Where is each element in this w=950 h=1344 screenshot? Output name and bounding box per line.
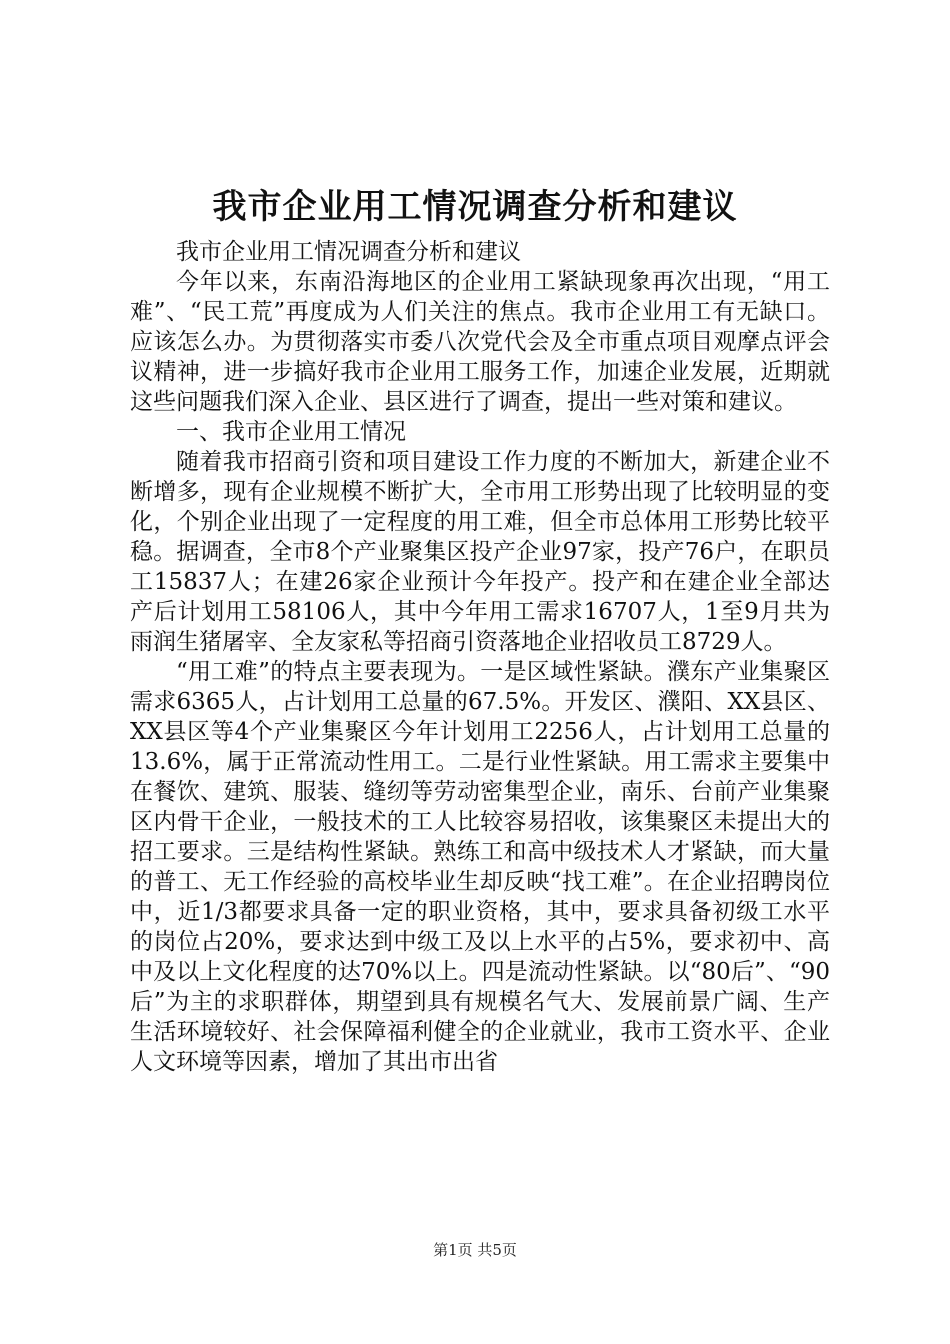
page-number-footer: 第1页 共5页 bbox=[433, 1241, 517, 1259]
paragraph-situation: 随着我市招商引资和项目建设工作力度的不断加大，新建企业不断增多，现有企业规模不断扩大，全市用工形势出现了比较明显的变化，个别企业出现了一定程度的用工难，但全市总体用工形势比较平稳。据调查，全市8个产业聚集区投产企业97家，投产76户，在职员工15837人；在建26家企业预计今年投产。投产和在建企业全部达产后计划用工58106人，其中今年用工需求16707人，1至9月共为雨润生猪屠宰、全友家私等招商引资落地企业招收员工8729人。 bbox=[130, 449, 830, 655]
document-title: 我市企业用工情况调查分析和建议 bbox=[212, 187, 738, 227]
section-heading-1: 一、我市企业用工情况 bbox=[176, 419, 406, 445]
document-body bbox=[130, 237, 830, 1077]
paragraph-subtitle: 我市企业用工情况调查分析和建议 bbox=[176, 239, 521, 265]
paragraph-intro: 今年以来，东南沿海地区的企业用工紧缺现象再次出现，“用工难”、“民工荒”再度成为人们关注的焦点。我市企业用工有无缺口。应该怎么办。为贯彻落实市委八次党代会及全市重点项目观摩点评会议精神，进一步搞好我市企业用工服务工作，加速企业发展，近期就这些问题我们深入企业、县区进行了调查，提出一些对策和建议。 bbox=[130, 269, 830, 415]
paragraph-characteristics: “用工难”的特点主要表现为。一是区域性紧缺。濮东产业集聚区需求6365人，占计划用工总量的67.5%。开发区、濮阳、XX县区、XX县区等4个产业集聚区今年计划用工2256人，占计划用工总量的13.6%，属于正常流动性用工。二是行业性紧缺。用工需求主要集中在餐饮、建筑、服装、缝纫等劳动密集型企业，南乐、台前产业集聚区内骨干企业，一般技术的工人比较容易招收，该集聚区未提出大的招工要求。三是结构性紧缺。熟练工和高中级技术人才紧缺，而大量的普工、无工作经验的高校毕业生却反映“找工难”。在企业招聘岗位中，近1/3都要求具备一定的职业资格，其中，要求具备初级工水平的岗位占20%，要求达到中级工及以上水平的占5%，要求初中、高中及以上文化程度的达70%以上。四是流动性紧缺。以“80后”、“90后”为主的求职群体，期望到具有规模名气大、发展前景广阔、生产生活环境较好、社会保障福利健全的企业就业，我市工资水平、企业人文环境等因素，增加了其出市出省 bbox=[130, 659, 830, 1075]
